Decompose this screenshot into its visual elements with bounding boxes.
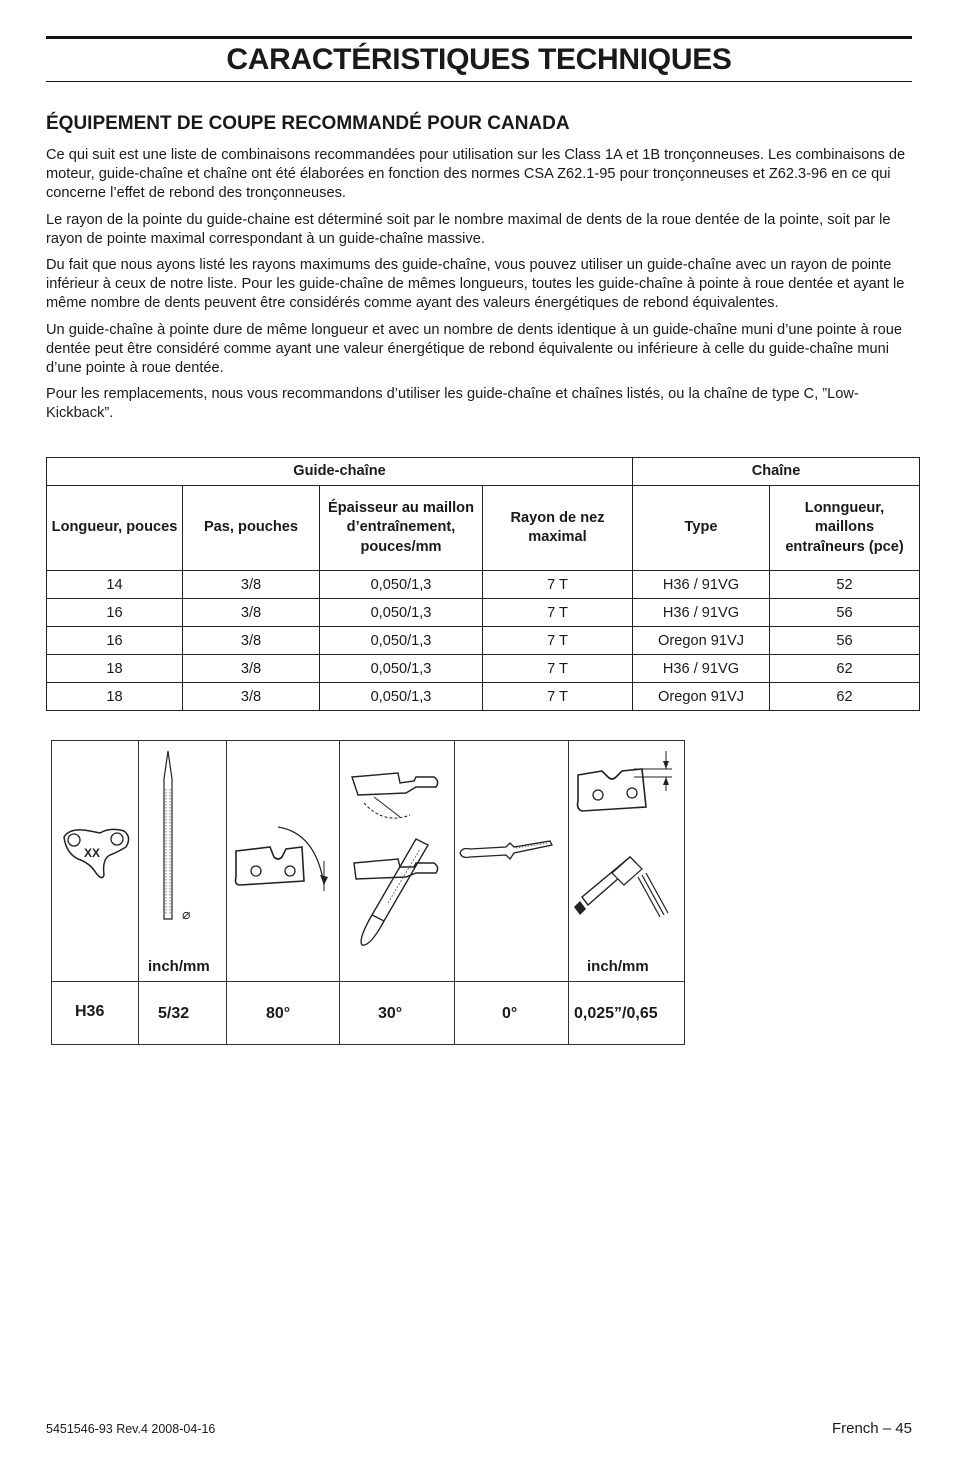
divider — [138, 741, 139, 1044]
table-cell: 3/8 — [183, 683, 320, 711]
table-row — [47, 655, 920, 683]
column-header: Lonngueur, maillons entraîneurs (pce) — [770, 486, 920, 571]
group-header-bar: Guide-chaîne — [47, 458, 633, 486]
table-cell: H36 / 91VG — [633, 571, 770, 599]
table-cell: H36 / 91VG — [633, 599, 770, 627]
table-cell: 0,050/1,3 — [320, 627, 483, 655]
table-row — [47, 571, 920, 599]
group-header-chain: Chaîne — [633, 458, 920, 486]
diameter-symbol: ⌀ — [182, 907, 191, 923]
table-cell: 3/8 — [183, 571, 320, 599]
page-number: French – 45 — [831, 1420, 912, 1437]
value-tilt-angle: 0° — [502, 1005, 518, 1022]
round-file-icon — [152, 749, 212, 924]
column-header: Épaisseur au maillon d’entraînement, pouces/mm — [320, 486, 483, 571]
value-file-diameter: 5/32 — [158, 1005, 190, 1022]
table-cell: Oregon 91VJ — [633, 683, 770, 711]
chain-plate-icon — [60, 823, 132, 885]
depth-gauge-icon — [572, 747, 680, 947]
column-header: Type — [633, 486, 770, 571]
column-header: Rayon de nez maximal — [483, 486, 633, 571]
divider — [52, 981, 684, 982]
file-holder-icon — [458, 833, 562, 873]
table-cell: 18 — [47, 683, 183, 711]
value-chain-type: H36 — [75, 1003, 105, 1020]
table-cell: 52 — [770, 571, 920, 599]
paragraph: Pour les remplacements, nous vous recommandons d’utiliser les guide-chaîne et chaînes listés, ou la chaîne de type C, ”Low-Kickback”. — [46, 386, 859, 422]
paragraph: Le rayon de la pointe du guide-chaine est déterminé soit par le nombre maximal de dents de la roue dentée de la pointe, soit par le rayon de pointe maximal correspondant à un guide-chaîne massive. — [46, 211, 891, 247]
table-row — [47, 627, 920, 655]
header-bottom-rule — [46, 81, 912, 82]
top-plate-angle-icon — [230, 821, 336, 901]
column-header: Longueur, pouces — [47, 486, 183, 571]
table-cell: 0,050/1,3 — [320, 571, 483, 599]
table-cell: Oregon 91VJ — [633, 627, 770, 655]
table-row — [47, 599, 920, 627]
value-file-angle: 30° — [378, 1005, 403, 1022]
body-text — [46, 146, 914, 431]
table-cell: 62 — [770, 655, 920, 683]
table-cell: H36 / 91VG — [633, 655, 770, 683]
paragraph: Ce qui suit est une liste de combinaisons recommandées pour utilisation sur les Class 1A et 1B tronçonneuses. Les combinaisons de moteur, guide-chaîne et chaîne ont été élaborées en fonction des normes CSA Z62.1-95 pour tronçonneuses et Z62.3-96 en ce qui concerne l’effet de rebond des tronçonneuses. — [46, 147, 906, 202]
table-cell: 7 T — [483, 655, 633, 683]
table-cell: 0,050/1,3 — [320, 599, 483, 627]
table-cell: 56 — [770, 627, 920, 655]
file-angle-icon — [344, 763, 452, 951]
table-cell: 62 — [770, 683, 920, 711]
column-header: Pas, pouches — [183, 486, 320, 571]
plate-code: XX — [84, 846, 101, 860]
divider — [568, 741, 569, 1044]
table-cell: 3/8 — [183, 655, 320, 683]
table-cell: 7 T — [483, 571, 633, 599]
table-cell: 7 T — [483, 683, 633, 711]
divider — [226, 741, 227, 1044]
divider — [454, 741, 455, 1044]
paragraph: Du fait que nous ayons listé les rayons maximums des guide-chaîne, vous pouvez utiliser un guide-chaîne avec un rayon de pointe inférieur à ceux de notre liste. Pour les guide-chaîne de mêmes longueurs, toutes les guide-chaîne à pointe à roue dentée et ayant le même nombre de dents peuvent être considérés comme ayant des valeurs énergétiques de rebond équivalentes. — [46, 257, 905, 312]
section-title: ÉQUIPEMENT DE COUPE RECOMMANDÉ POUR CANADA — [46, 113, 570, 134]
table-cell: 16 — [47, 627, 183, 655]
page-title: CARACTÉRISTIQUES TECHNIQUES — [226, 43, 732, 76]
table-cell: 3/8 — [183, 627, 320, 655]
chain-sharpening-figure — [51, 740, 685, 1045]
table-cell: 56 — [770, 599, 920, 627]
unit-label: inch/mm — [587, 958, 649, 975]
table-cell: 3/8 — [183, 599, 320, 627]
paragraph: Un guide-chaîne à pointe dure de même longueur et avec un nombre de dents identique à un guide-chaîne muni d’une pointe à roue dentée peut être considéré comme ayant une valeur énergétique de rebond équivalente ou inférieure à celle du guide-chaîne muni d’une pointe à roue dentée. — [46, 321, 902, 377]
table-row — [47, 683, 920, 711]
table-cell: 16 — [47, 599, 183, 627]
header-top-rule — [46, 36, 912, 39]
unit-label: inch/mm — [148, 958, 210, 975]
table-cell: 0,050/1,3 — [320, 683, 483, 711]
table-cell: 14 — [47, 571, 183, 599]
table-cell: 0,050/1,3 — [320, 655, 483, 683]
value-top-plate-angle: 80° — [266, 1005, 291, 1022]
table-cell: 7 T — [483, 627, 633, 655]
table-cell: 7 T — [483, 599, 633, 627]
divider — [339, 741, 340, 1044]
cutting-equipment-table — [46, 457, 920, 711]
value-depth-gauge: 0,025”/0,65 — [574, 1005, 658, 1022]
table-cell: 18 — [47, 655, 183, 683]
document-reference: 5451546-93 Rev.4 2008-04-16 — [46, 1422, 216, 1436]
